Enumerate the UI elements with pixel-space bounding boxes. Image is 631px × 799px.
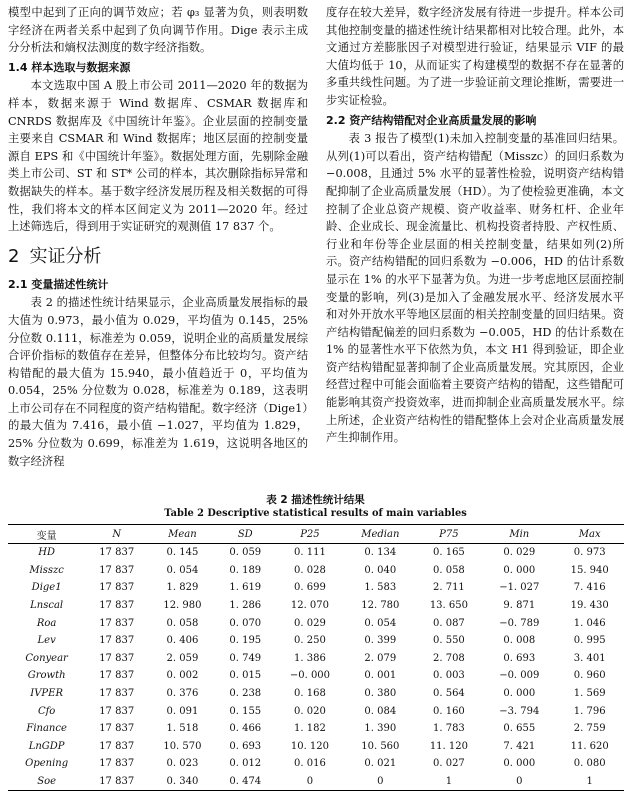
table-cell: 2. 711: [432, 582, 465, 594]
table-cell: 2. 079: [364, 652, 397, 664]
table-cell: 10. 120: [290, 740, 330, 752]
table-cell: 0. 399: [364, 635, 397, 647]
table-cell: 17 837: [99, 705, 135, 717]
paragraph-moderation-effect: 模型中起到了正向的调节效应；若 φ₃ 显著为负，则表明数字经济在两者关系中起到了负向调节作用。Dige 表示主成分分析法和熵权法测度的数字经济指数。: [8, 6, 308, 55]
table-cell-variable: Misszc: [29, 564, 64, 576]
table-cell: 0: [377, 776, 384, 788]
table-cell-variable: LnGDP: [28, 740, 65, 752]
table-cell: 0: [306, 776, 314, 788]
table-cell-variable: Dige1: [31, 582, 62, 594]
right-text-column: [326, 4, 624, 447]
table-cell: 15. 940: [570, 564, 609, 576]
table-cell-variable: Conyear: [25, 652, 68, 664]
table-cell: 0. 160: [432, 705, 465, 717]
section-2-title: 实证分析: [29, 245, 102, 267]
table-cell: −0. 000: [289, 670, 331, 682]
heading-1-4-sample-data: 1.4 样本选取与数据来源: [8, 60, 131, 74]
table-cell: 1. 796: [573, 705, 606, 717]
table-cell: 9. 871: [503, 600, 536, 612]
table-cell: 1. 829: [166, 582, 199, 594]
table-cell: 0. 655: [503, 723, 536, 735]
table-cell: 1. 046: [573, 617, 606, 629]
left-text-column: [8, 4, 308, 470]
descriptive-statistics-table: [8, 524, 624, 791]
table-row: [8, 773, 624, 791]
table-header-cell: Median: [361, 528, 400, 540]
table-cell: 1. 619: [229, 582, 262, 594]
table-body: [8, 544, 624, 791]
table-cell: 0. 145: [166, 547, 199, 559]
table-cell-variable: Finance: [26, 723, 67, 735]
table-cell: 1. 390: [364, 723, 397, 735]
table-cell: 17 837: [99, 652, 135, 664]
table-cell: 1: [586, 776, 593, 788]
table-cell-variable: Lev: [37, 635, 56, 647]
table-header-cell: P25: [300, 528, 320, 540]
table-cell: 0. 002: [166, 670, 199, 682]
table-cell: 0. 087: [432, 617, 465, 629]
table-row: [8, 597, 624, 615]
table-cell-variable: Roa: [36, 617, 57, 629]
table-cell-variable: Lnscal: [30, 600, 64, 612]
section-2-heading: [8, 246, 308, 268]
table-cell: 17 837: [99, 670, 135, 682]
table-cell: 0. 054: [166, 564, 199, 576]
table-cell: 0. 168: [294, 688, 326, 700]
table-cell: 17 837: [99, 564, 135, 576]
table-header-cell: SD: [237, 528, 253, 540]
table-cell: 11. 620: [570, 740, 609, 752]
table-cell: 0. 250: [294, 635, 326, 647]
table-cell: 0. 550: [432, 635, 465, 647]
table-cell: 0: [516, 776, 523, 788]
table-row: [8, 562, 624, 580]
table-title-english: Table 2 Descriptive statistical results of main variables: [164, 508, 467, 519]
table-cell-variable: Cfo: [37, 705, 56, 717]
table-cell: 0. 059: [229, 547, 262, 559]
table-cell: 17 837: [99, 688, 135, 700]
table-cell: 17 837: [99, 547, 135, 559]
table-row: [8, 544, 624, 562]
table-row: [8, 685, 624, 703]
table-cell: 11. 120: [429, 740, 468, 752]
table-cell: 0. 001: [364, 670, 397, 682]
table-title-chinese: 表 2 描述性统计结果: [266, 494, 365, 506]
table-cell: 0. 040: [364, 564, 397, 576]
table-cell: 1. 182: [294, 723, 326, 735]
table-cell: 0. 466: [229, 723, 262, 735]
table-cell: 0. 058: [166, 617, 199, 629]
table-cell: 0. 474: [229, 776, 262, 788]
table-cell: 0. 027: [432, 758, 465, 770]
table-cell: 0. 028: [294, 564, 326, 576]
table-cell-variable: HD: [38, 547, 55, 559]
table-cell: 0. 000: [503, 564, 536, 576]
table-cell: 0. 699: [294, 582, 326, 594]
paragraph-data-sources: 本文选取中国 A 股上市公司 2011—2020 年的数据为样本，数据来源于 Wind 数据库、CSMAR 数据库和 CNRDS 数据库及《中国统计年鉴》。企业层面的控制变量主要来自 CSMAR 和 Wind 数据库；地区层面的控制变量源自 EPS 和《中国统计年鉴》。数据处理方面，先剔除金融类上市公司、ST 和 ST* 公司的样本，其次删除指标异常和数据缺失的样本。基于数字经济发展历程及相关数据的可得性，我们将本文的样本区间定义为 2011—2020 年。经过上述筛选后，得到用于实证研究的观测值 17 837 个。: [8, 79, 308, 234]
table-cell: 0. 995: [573, 635, 606, 647]
table-cell: 0. 380: [364, 688, 397, 700]
table-cell: 0. 238: [229, 688, 262, 700]
table-cell: −1. 027: [499, 582, 540, 594]
table-cell: 1. 286: [229, 600, 262, 612]
table-cell: 3. 401: [573, 652, 606, 664]
table-cell-variable: Growth: [27, 670, 66, 682]
table-cell: 0. 134: [364, 547, 397, 559]
table-cell-variable: Opening: [25, 758, 69, 770]
table-cell: 0. 003: [432, 670, 465, 682]
table-cell: 17 837: [99, 723, 135, 735]
table-cell: 13. 650: [429, 600, 468, 612]
table-cell: 1. 583: [364, 582, 397, 594]
heading-2-2-asset-mismatch: 2.2 资产结构错配对企业高质量发展的影响: [326, 113, 537, 127]
table-cell: 0. 749: [229, 652, 262, 664]
table-cell: 7. 416: [573, 582, 606, 594]
table-cell: 0. 189: [229, 564, 262, 576]
table-cell: 10. 560: [361, 740, 400, 752]
table-cell: 7. 421: [503, 740, 536, 752]
table-cell: 0. 406: [166, 635, 199, 647]
table-cell: 0. 021: [364, 758, 397, 770]
paragraph-descriptive-stats: 表 2 的描述性统计结果显示，企业高质量发展指标的最大值为 0.973，最小值为 0.029，平均值为 0.145，25% 分位数 0.111，标准差为 0.059，说明企业的高质量发展综合评价指标的数值存在差异，但整体分布比较均匀。资产结构错配的最大值为 15.940，最小值趋近于 0，平均值为 0.054，25% 分位数为 0.028，标准差为 0.189，这表明上市公司存在不同程度的资产结构错配。数字经济（Dige1）的最大值为 7.416，最小值 −1.027，平均值为 1.829，25% 分位数为 0.699，标准差为 1.619，这说明各地区的数字经济程: [8, 296, 308, 468]
table-cell: 0. 111: [294, 547, 326, 559]
table-row: [8, 614, 624, 632]
table-cell: 0. 084: [364, 705, 397, 717]
table-header-cell: Max: [578, 528, 601, 540]
table-cell: 0. 155: [229, 705, 262, 717]
table-cell: 0. 960: [573, 670, 606, 682]
table-cell: 12. 980: [163, 600, 202, 612]
table-cell: 0. 000: [503, 688, 536, 700]
table-cell: 0. 054: [364, 617, 397, 629]
table-cell: 0. 693: [503, 652, 536, 664]
table-cell: 2. 759: [573, 723, 606, 735]
table-cell: 1: [445, 776, 453, 788]
table-row: [8, 650, 624, 668]
table-cell: 0. 029: [294, 617, 326, 629]
table-cell: 2. 059: [166, 652, 199, 664]
table-cell: 0. 376: [166, 688, 199, 700]
table-cell: 0. 165: [432, 547, 465, 559]
table-cell: −0. 789: [499, 617, 540, 629]
table-cell: 0. 023: [166, 758, 199, 770]
table-cell: 0. 000: [503, 758, 536, 770]
table-cell: 12. 780: [361, 600, 400, 612]
table-cell: −0. 009: [499, 670, 540, 682]
table-cell: 17 837: [99, 776, 135, 788]
table-cell: 1. 783: [432, 723, 465, 735]
table-cell: 17 837: [99, 740, 135, 752]
table-cell: 17 837: [99, 617, 135, 629]
table-cell: 0. 058: [432, 564, 465, 576]
table-header-cell: N: [112, 528, 122, 540]
table-header-cell: Min: [509, 528, 530, 540]
table-row: [8, 667, 624, 685]
table-cell: 1. 569: [573, 688, 606, 700]
table-cell: 0. 564: [432, 688, 465, 700]
table-cell: 0. 693: [229, 740, 262, 752]
table-row: [8, 579, 624, 597]
table-cell: 17 837: [99, 600, 135, 612]
table-cell: 0. 070: [229, 617, 262, 629]
section-2-number: 2: [8, 245, 20, 267]
table-cell: 0. 012: [229, 758, 262, 770]
table-cell: −3. 794: [499, 705, 540, 717]
table-cell: 10. 570: [163, 740, 202, 752]
table-cell: 17 837: [99, 582, 135, 594]
table-cell: 0. 195: [229, 635, 262, 647]
table-cell: 0. 020: [294, 705, 326, 717]
table-cell: 12. 070: [290, 600, 330, 612]
table-header-cell: P75: [439, 528, 459, 540]
paragraph-regression-results: 表 3 报告了模型(1)未加入控制变量的基准回归结果。从列(1)可以看出，资产结构错配（Misszc）的回归系数为 −0.008，且通过 5% 水平的显著性检验，说明资产结构错配抑制了企业高质量发展（HD）。为了使检验更准确，本文控制了企业总资产规模、资产收益率、财务杠杆、企业年龄、企业成长、现金流量比、机构投资者持股、产权性质、行业和年份等企业层面的相关控制变量，结果如列(2)所示。资产结构错配的回归系数为 −0.006，HD 的估计系数显示在 1% 的水平下显著为负。为进一步考虑地区层面控制变量的影响，列(3)是加入了金融发展水平、经济发展水平和对外开放水平等地区层面的相关控制变量的回归结果。资产结构错配偏差的回归系数为 −0.005，HD 的估计系数在 1% 的显著性水平下依然为负，本文 H1 得到验证，即企业资产结构错配显著抑制了企业高质量发展。究其原因，企业经营过程中可能会面临着主要资产结构的错配，这些错配可能影响其资产投资效率，进而抑制企业高质量发展水平。综上所述，企业资产结构性的错配整体上会对企业高质量发展产生抑制作用。: [326, 132, 624, 445]
table-row: [8, 720, 624, 738]
table-row: [8, 738, 624, 756]
table-cell: 0. 016: [294, 758, 326, 770]
table-cell: 17 837: [99, 635, 135, 647]
table-cell: 0. 029: [503, 547, 536, 559]
table-cell: 1. 518: [166, 723, 199, 735]
heading-2-1-descriptive-stats: 2.1 变量描述性统计: [8, 277, 109, 291]
table-row: [8, 702, 624, 720]
table-header-cell: Mean: [168, 528, 197, 540]
table-cell: 0. 973: [573, 547, 606, 559]
table-header-row: [8, 525, 624, 544]
table-cell: 19. 430: [570, 600, 609, 612]
table-cell: 0. 340: [166, 776, 199, 788]
table-cell: 0. 015: [229, 670, 262, 682]
table-cell: 0. 080: [573, 758, 606, 770]
table-cell: 0. 091: [166, 705, 199, 717]
table-cell: 2. 708: [432, 652, 465, 664]
table-cell-variable: Soe: [37, 776, 57, 788]
table-row: [8, 755, 624, 773]
table-cell: 0. 008: [503, 635, 536, 647]
table-cell: 17 837: [99, 758, 135, 770]
table-row: [8, 632, 624, 650]
table-header-cell: 变量: [36, 530, 57, 542]
paragraph-stats-continued: 度存在较大差异，数字经济发展有待进一步提升。样本公司其他控制变量的描述性统计结果都相对比较合理。此外，本文通过方差膨胀因子对模型进行验证，结果显示 VIF 的最大值均低于 10，从而证实了构建模型的数据不存在显著的多重共线性问题。为了进一步验证前文理论推断，需要进一步实证检验。: [326, 6, 624, 107]
table-cell-variable: IVPER: [30, 688, 63, 700]
table-cell: 1. 386: [294, 652, 326, 664]
